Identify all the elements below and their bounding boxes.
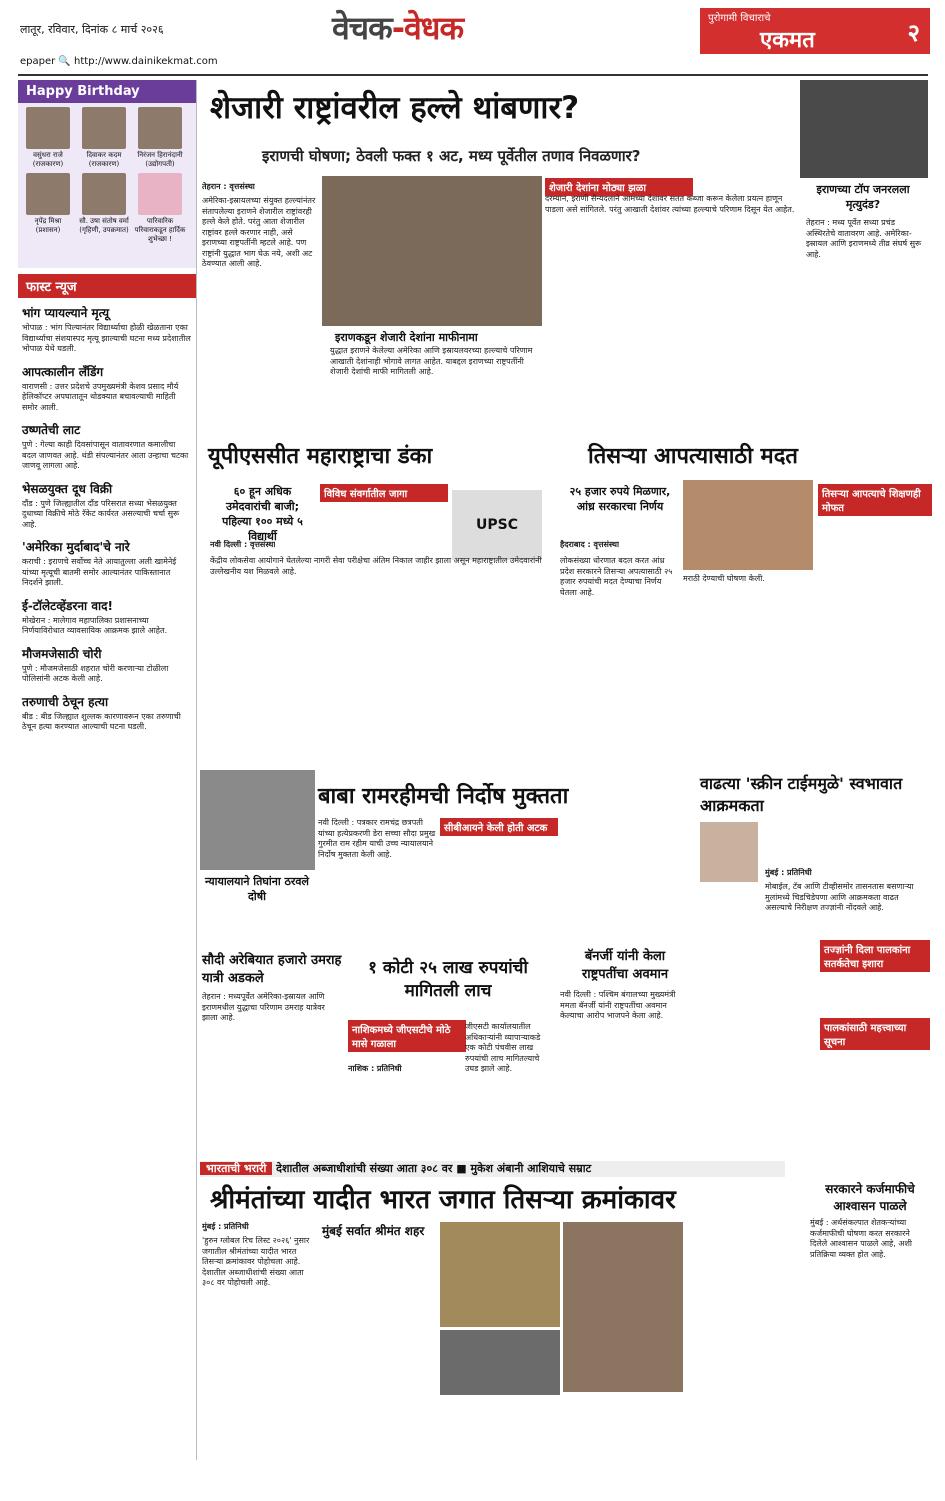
banerjee-headline: बॅनर्जी यांनी केला राष्ट्रपतींचा अवमान [581,949,669,982]
news-item: मौजमजेसाठी चोरी पुणे : मौजमजेसाठी शहरात चोरी करणाऱ्या टोळीला पोलिसांनी अटक केली आहे. [22,646,169,683]
third-child-headline: तिसऱ्या आपत्यासाठी मदत [588,444,798,469]
ticker [200,1161,785,1177]
box-body: दरम्यान, इराणी सैन्यदलाने आमच्या देशावर सतत कब्जा करून केलेला प्रयत्न हाणून पाडला असे सांगितले. परंतु आखाती देशांवर त्यांच्या हल्ल्याचे परिणाम दिसून येत आहेत. [545,194,795,214]
screen-box-2: पालकांसाठी महत्त्वाच्या सूचना [820,1018,930,1050]
news-item: तरुणाची ठेचून हत्या बीड : बीड जिल्ह्यात शुल्लक कारणावरून एका तरुणाची ठेचून हत्या करण्यात आल्याची घटना घडली. [22,694,181,731]
person: दिवाकर कदम (राजकारण) [78,107,130,169]
ticker-label: भारताची भरारी [200,1162,272,1175]
screen-dateline: मुंबई : प्रतिनिधी [765,868,812,877]
screen-body: मोबाईल, टॅब आणि टीव्हीसमोर तासनतास बसणाऱ्या मुलांमध्ये चिडचिडेपणा आणि आक्रमकता वाढत असल्याचे निरीक्षण तज्ज्ञांनी नोंदवले आहे. [765,882,914,912]
family-photo [683,480,813,570]
news-item: आपत्कालीन लँडिंग वाराणसी : उत्तर प्रदेशचे उपमुख्यमंत्री केशव प्रसाद मौर्य हेलिकॉप्टर अपघातातून थोडक्यात बचावल्याची माहिती समोर आली. [22,364,179,412]
masthead [700,8,930,54]
lead-headline: शेजारी राष्ट्रांवरील हल्ले थांबणार? [210,90,580,126]
ram-rahim-box: सीबीआयने केली होती अटक [440,818,558,836]
third-child-dateline: हैदराबाद : वृत्तसंस्था [560,540,620,549]
brand-a: वेचक [332,9,392,47]
loan-body: मुंबई : अर्थसंकल्पात शेतकऱ्यांच्या कर्जमाफीची घोषणा करत सरकारने दिलेले आश्वासन पाळले आहे, अशी प्रतिक्रिया व्यक्त होत आहे. [810,1218,912,1259]
paper-name: एकमत [760,28,815,53]
court-photo [200,770,315,870]
person: सौ. उषा संतोष वर्मा (गृहिणी, उपक्रमात) [78,173,130,244]
lead-dateline: तेहरान : वृत्तसंस्था [202,182,255,191]
bribe-headline: १ कोटी २५ लाख रुपयांची मागितली लाच [368,958,528,1001]
avatar [82,107,126,149]
birthday-title: Happy Birthday [18,80,196,103]
third-child-box: २५ हजार रुपये मिळणार, आंध्र सरकारचा निर्णय [569,485,671,513]
person: निरंजन हिरानंदानी (उद्योगपती) [134,107,186,169]
ticker-text: देशातील अब्जाधीशांची संख्या आता ३०८ वर ■ मुकेश अंबानी आशियाचे सम्राट [276,1162,592,1175]
bribe-body: जीएसटी कार्यालयातील अधिकाऱ्यांनी व्यापाऱ्याकडे एक कोटी पंचवीस लाख रुपयांची लाच मागितल्याचे उघड झाले आहे. [465,1022,541,1073]
news-item: 'अमेरिका मुर्दाबाद'चे नारे कराची : इराणचे सर्वोच्च नेते आयातुल्ला अली खामेनेई यांच्या मृत्यूची बातमी समोर आल्यानंतर पाकिस्तानात निदर्शने झाली. [22,540,177,587]
umrah-body: तेहरान : मध्यपूर्वेत अमेरिका-इस्रायल आणि इराणमधील युद्धाचा परिणाम उमराह यात्रेवर झाला आहे. [202,992,325,1022]
ram-rahim-headline: बाबा रामरहीमची निर्दोष मुक्तता [318,784,569,809]
third-child-body: लोकसंख्या धोरणात बदल करत आंध्र प्रदेश सरकारने तिसऱ्या अपत्यासाठी २५ हजार रुपयांची मदत देण्याचा निर्णय घेतला आहे. [560,556,673,597]
rich-body: 'हुरुन ग्लोबल रिच लिस्ट २०२६' नुसार जगातील श्रीमंतांच्या यादीत भारत तिसऱ्या क्रमांकावर पोहोचला आहे. देशातील अब्जाधीशांची संख्या आता ३०८ वर पोहोचली आहे. [202,1236,310,1287]
avatar [26,173,70,215]
news-item: भेसळयुक्त दूध विक्री दौंड : पुणे जिल्ह्यातील दौंड परिसरात सध्या भेसळयुक्त दुधाच्या विक्रीचे मोठे रॅकेट कार्यरत असल्याची चर्चा सुरू आहे. [22,481,180,529]
tagline: पुरोगामी विचाराचे [708,13,771,24]
section-brand [332,6,463,49]
fast-news-header: फास्ट न्यूज [18,274,196,298]
rich-box: मुंबई सर्वात श्रीमंत शहर [322,1224,425,1238]
news-item: भांग प्यायल्याने मृत्यू भोपाळ : भांग पिल्यानंतर विद्यार्थ्याचा होळी खेळताना एका विद्यार्थ्याचा संशयास्पद मृत्यू झाल्याची घटना मध्य प्रदेशातील भोपाळ येथे घडली. [22,306,191,353]
person: नृपेंद्र मिश्रा (प्रशासन) [22,173,74,244]
umrah-headline: सौदी अरेबियात हजारो उमराह यात्री अडकले [202,953,342,986]
header-rule [18,74,928,76]
upsc-logo: UPSC [452,490,542,560]
epaper-link[interactable]: epaper 🔍 http://www.dainikekmat.com [20,56,218,67]
person: पारिवारिक परिवाराकडून हार्दिक शुभेच्छा ! [134,173,186,244]
banerjee-body: नवी दिल्ली : पश्चिम बंगालच्या मुख्यमंत्री ममता बॅनर्जी यांनी राष्ट्रपतींचा अवमान केल्याचा आरोप भाजपने केला आहे. [560,990,676,1020]
rich-dateline: मुंबई : प्रतिनिधी [202,1222,249,1231]
right-top-title: इराणच्या टॉप जनरलला मृत्युदंड? [816,183,910,211]
child-photo [700,822,758,882]
lead-body: अमेरिका-इस्रायलच्या संयुक्त हल्ल्यांनंतर संतापलेल्या इराणने शेजारील राष्ट्रांवरही हल्ले केले होते. परंतु आता शेजारील राष्ट्रांवर हल्ले करणार नाही, असे इराणच्या राष्ट्रपतींनी म्हटले आहे. पण राष्ट्रांनी युद्धात भाग घेऊ नये, अशी अट ठेवण्यात आली आहे. [202,196,316,268]
avatar [138,107,182,149]
page-number: २ [907,19,920,47]
birthday-box [18,80,196,268]
rich-headline: श्रीमंतांच्या यादीत भारत जगात तिसऱ्या क्रमांकावर [210,1185,676,1215]
upsc-side-box: विविध संवर्गातील जागा [320,484,448,502]
upsc-headline: यूपीएससीत महाराष्ट्राचा डंका [208,444,433,469]
upsc-lead-box: ६० हून अधिक उमेदवारांची बाजी; पहिल्या १०० मध्ये ५ विद्यार्थी [222,485,303,543]
brand-b: -वेधक [391,9,464,47]
photo-caption: युद्धात इराणने केलेल्या अमेरिका आणि इस्रायलवरच्या हल्ल्याचे परिणाम आखाती देशांनाही भोगावे लागत आहेत. याबद्दल इराणच्या राष्ट्रपतींनी शेजारी देशांची माफी मागितली आहे. [330,346,533,376]
screen-box: तज्ज्ञांनी दिला पालकांना सतर्कतेचा इशारा [820,940,930,972]
ram-rahim-body: नवी दिल्ली : पत्रकार रामचंद्र छत्रपती यांच्या हत्येप्रकरणी डेरा सच्चा सौदा प्रमुख गुरमीत राम रहीम याची उच्च न्यायालयाने निर्दोष मुक्तता केली आहे. [318,818,436,859]
general-photo [800,80,928,178]
dateline: लातूर, रविवार, दिनांक ८ मार्च २०२६ [20,23,164,36]
right-top-body: तेहरान : मध्य पूर्वेत सध्या प्रचंड अस्थिरतेचे वातावरण आहे. अमेरिका-इस्रायल आणि इराणमध्ये तीव्र संघर्ष सुरू आहे. [806,218,922,259]
news-item: उष्णतेची लाट पुणे : गेल्या काही दिवसांपासून वातावरणात कमालीचा बदल जाणवत आहे. थंडी संपल्यानंतर आता उन्हाचा चटका जाणवू लागला आहे. [22,423,189,470]
car-photo [440,1330,560,1395]
businessman-photo [563,1222,683,1392]
lead-subhead: इराणची घोषणा; ठेवली फक्त १ अट, मध्य पूर्वेतील तणाव निवळणार? [262,147,641,165]
person: वसुंधरा राजे (राजकारण) [22,107,74,169]
flower-icon [138,173,182,215]
avatar [26,107,70,149]
avatar [82,173,126,215]
family-caption: मराठी देण्याची घोषणा केली. [683,574,765,583]
bribe-box: नाशिकमध्ये जीएसटीचे मोठे मासे गळाला [348,1020,466,1052]
loan-headline: सरकारने कर्जमाफीचे आश्वासन पाळले [825,1182,915,1213]
leaders-photo [322,176,542,326]
upsc-dateline: नवी दिल्ली : वृत्तसंस्था [210,540,276,549]
news-item: ई-टॉलेटव्हेंडरना वाद! मोखेरान : मालेगाव महापालिका प्रशासनाच्या निर्णयाविरोधात व्यावसायिक आक्रमक झाले आहेत. [22,598,168,635]
screen-headline: वाढत्या 'स्क्रीन टाईममुळे' स्वभावात आक्रमकता [700,774,903,815]
court-caption: न्यायालयाने तिघांना ठरवले दोषी [204,875,310,903]
left-column [18,80,197,1460]
upsc-body: केंद्रीय लोकसेवा आयोगाने घेतलेल्या नागरी सेवा परीक्षेचा अंतिम निकाल जाहीर झाला असून महाराष्ट्रातील उमेदवारांनी उल्लेखनीय यश मिळवले आहे. [210,556,542,576]
box-header: शेजारी देशांना मोठ्या झळा [545,178,693,196]
third-child-side-box: तिसऱ्या आपत्याचे शिक्षणही मोफत [818,484,932,516]
bribe-dateline: नाशिक : प्रतिनिधी [348,1064,402,1073]
photo-caption-title: इराणकडून शेजारी देशांना माफीनामा [335,331,478,344]
birthday-people [18,103,196,248]
interior-photo [440,1222,560,1327]
